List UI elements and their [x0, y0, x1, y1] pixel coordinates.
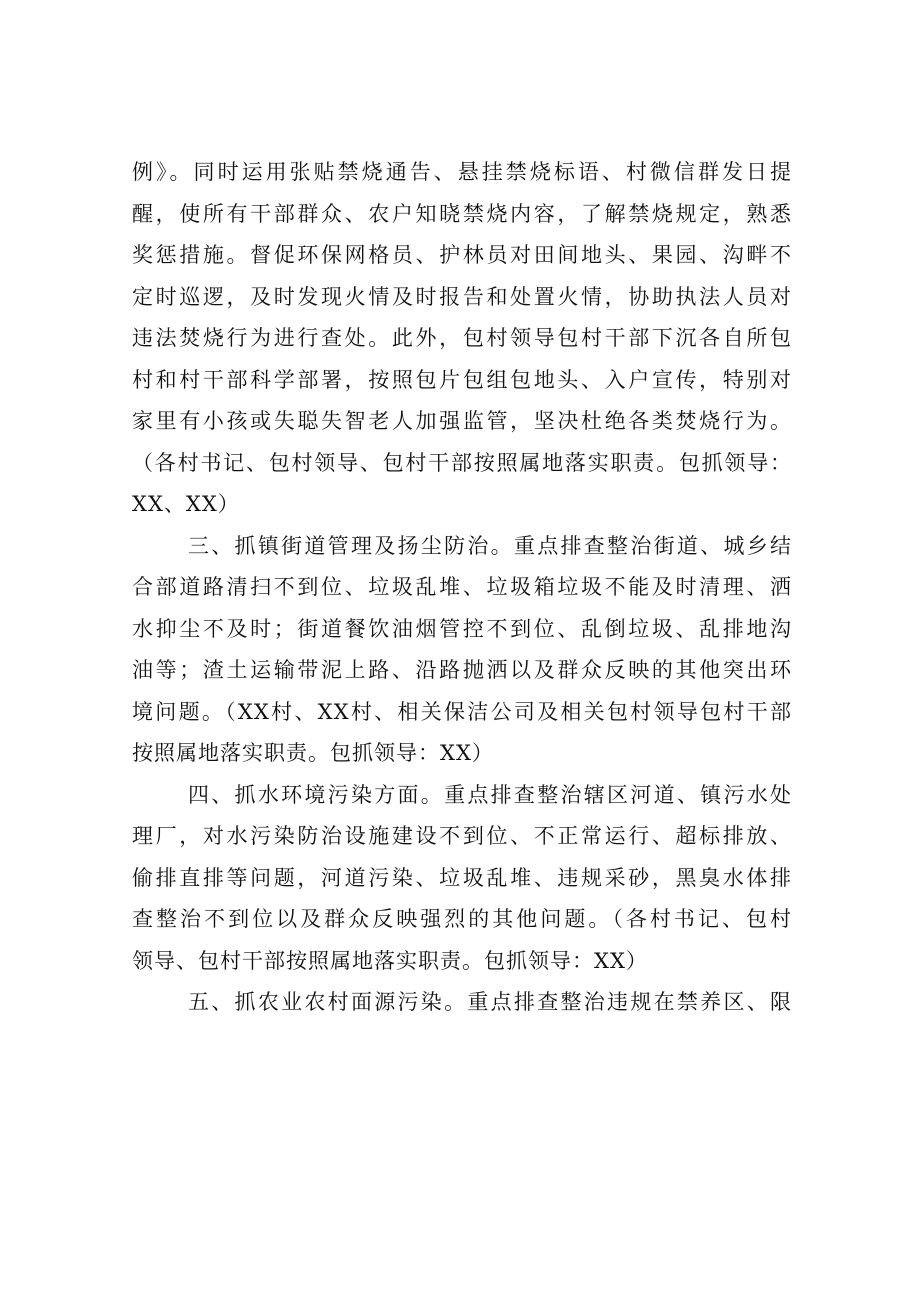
text-line: 村和村干部科学部署，按照包片包组包地头、入户宣传，特别对: [132, 367, 792, 392]
text-line: 奖惩措施。督促环保网格员、护林员对田间地头、果园、沟畔不: [132, 243, 792, 267]
text-line: 领导、包村干部按照属地落实职责。包抓领导：XX）: [132, 948, 648, 973]
text-line: 例》。同时运用张贴禁烧通告、悬挂禁烧标语、村微信群发日提: [132, 160, 792, 184]
text-line: 偷排直排等问题，河道污染、垃圾乱堆、违规采砂，黑臭水体排: [132, 865, 792, 890]
text-line: 油等；渣土运输带泥上路、沿路抛洒以及群众反映的其他突出环: [132, 658, 792, 682]
section-heading-line: 五、抓农业农村面源污染。重点排查整治违规在禁养区、限: [188, 990, 792, 1014]
paragraph-burning-continued: [132, 152, 792, 526]
section-heading-line: 三、抓镇街道管理及扬尘防治。重点排查整治街道、城乡结: [188, 533, 792, 558]
section-heading-line: 四、抓水环境污染方面。重点排查整治辖区河道、镇污水处: [188, 782, 792, 807]
paragraph-section-four: [132, 775, 792, 983]
text-line: 理厂，对水污染防治设施建设不到位、不正常运行、超标排放、: [132, 824, 792, 848]
text-line: 境问题。（XX村、XX村、相关保洁公司及相关包村领导包村干部: [132, 699, 792, 724]
paragraph-section-three: [132, 526, 792, 775]
text-line: 水抑尘不及时；街道餐饮油烟管控不到位、乱倒垃圾、乱排地沟: [132, 616, 792, 641]
text-line: 合部道路清扫不到位、垃圾乱堆、垃圾箱垃圾不能及时清理、洒: [132, 575, 792, 599]
paragraph-section-five: [132, 982, 792, 1024]
text-line: （各村书记、包村领导、包村干部按照属地落实职责。包抓领导：: [132, 450, 792, 475]
text-line: 查整治不到位以及群众反映强烈的其他问题。（各村书记、包村: [132, 907, 792, 931]
text-line: 定时巡逻，及时发现火情及时报告和处置火情，协助执法人员对: [132, 284, 792, 309]
text-line: 按照属地落实职责。包抓领导：XX）: [132, 741, 494, 765]
text-line: 家里有小孩或失聪失智老人加强监管，坚决杜绝各类焚烧行为。: [132, 409, 792, 433]
text-line: 醒，使所有干部群众、农户知晓禁烧内容，了解禁烧规定，熟悉: [132, 201, 792, 226]
text-line: XX、XX）: [132, 492, 240, 516]
document-body: [132, 152, 792, 1024]
text-line: 违法焚烧行为进行查处。此外，包村领导包村干部下沉各自所包: [132, 326, 792, 350]
